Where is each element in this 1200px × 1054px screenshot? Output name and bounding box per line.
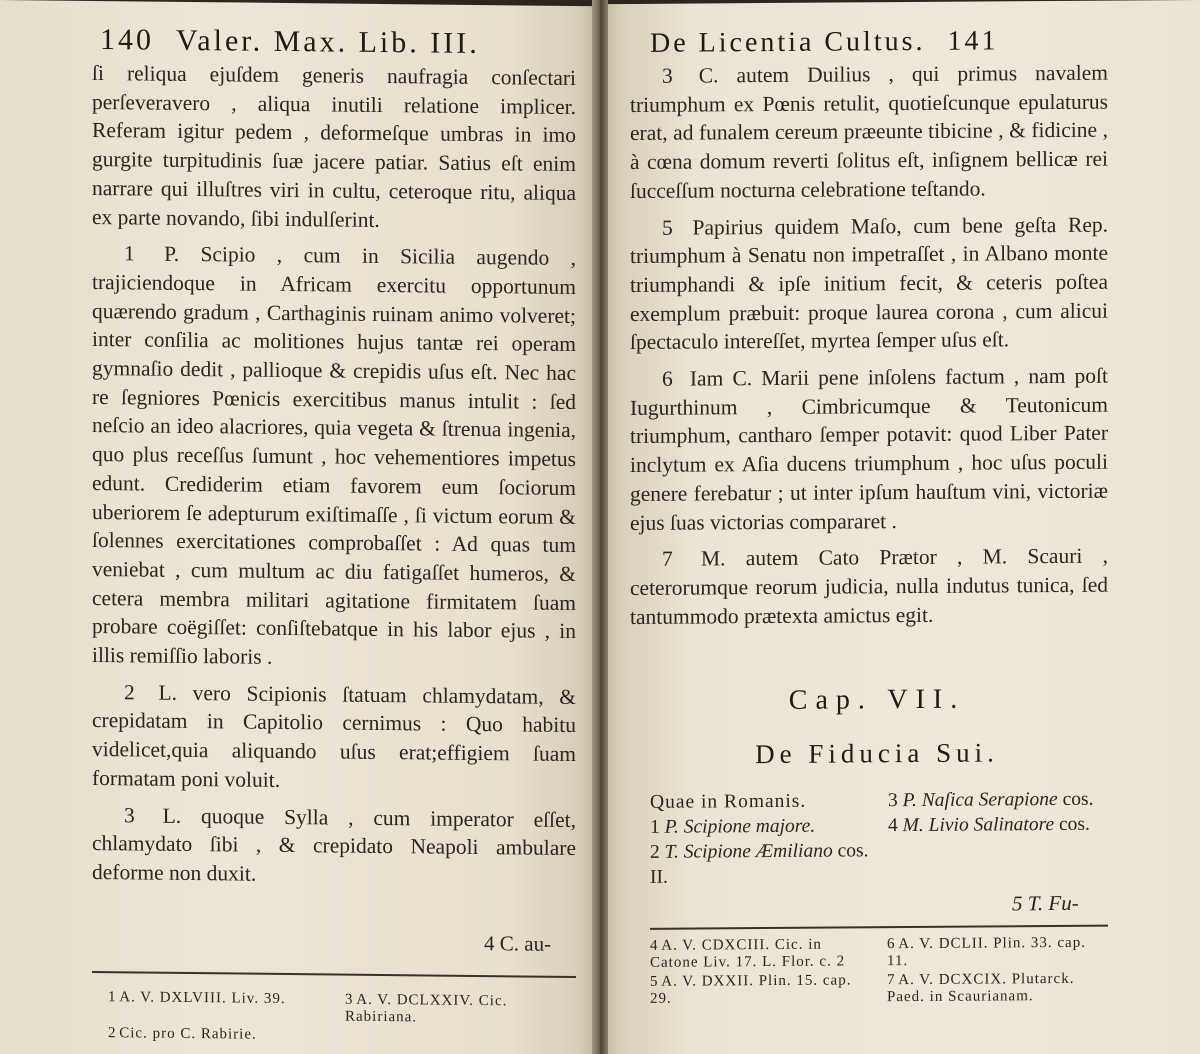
chapter-number: Cap. VII.: [788, 683, 966, 716]
footnote-ref: 2: [108, 1025, 116, 1042]
contents-suffix: cos.: [1058, 813, 1090, 835]
right-page-number: 141: [947, 25, 999, 57]
footnote: [887, 935, 1110, 971]
contents-column-left: [650, 788, 874, 890]
contents-item: [650, 838, 874, 890]
paragraph-text: ſi reliqua ejuſdem generis naufragia conſectari perſeveravero , aliqua inutili relatione implicer. Referam igitur pedem , deformeſque umbras in imo gurgite turpitudinis ſuæ jacere patiar. Satius eſt enim narrare qui illuſtres viri in cultu, ceteroque ritu, aliqua ex parte novando, ſibi indulſerint.: [92, 60, 576, 232]
contents-item: [888, 812, 1112, 839]
contents-text: P. Naſica Serapione: [902, 788, 1058, 812]
footnote: [887, 971, 1110, 1007]
contents-number: 2: [650, 841, 660, 863]
paragraph-number: 1: [124, 241, 135, 266]
right-body-text: [630, 59, 1108, 632]
chapter-contents: [650, 787, 1112, 890]
right-page: [602, 0, 1200, 1054]
paragraph-number: 5: [662, 215, 673, 240]
footnote-text: A. V. DXXII. Plin. 15. cap. 29.: [650, 972, 852, 1007]
right-paragraph-0: [630, 59, 1108, 206]
left-footnote-rule: [92, 971, 576, 978]
contents-text: P. Scipione majore.: [664, 815, 816, 838]
right-footnotes: [650, 935, 1110, 1010]
left-footnotes: [108, 989, 568, 1049]
footnote: [650, 972, 873, 1008]
right-running-title: De Licentia Cultus.: [650, 25, 926, 59]
paragraph-text: P. Scipio , cum in Sicilia augendo , trajiciendoque in Africam exercitu opportunum quærendo gradum , Carthaginis ruinam animo volveret; inter conſilia ac molitiones hujus tantæ rei operam gymnaſio dedit , pallioque & crepidis uſus eſt. Nec hac re ſegniores Pœnicis exercitibus manus intulit : ſed neſcio an ideo alacriores, quia vegeta & ſtrenua ingenia, quo plus receſſus ſumunt , hoc vehementiores impetus edunt. Crediderim etiam favorem eum ſociorum uberiorem ſe adepturum exiſtimaſſe , ſi victum eorum & ſolennes exercitationes comprobaſſet : Ad quas tum veniebat , cum multum ac diu fatigaſſet humeros, & cetera membra militari agitatione firmitatem ſuam probare coëgiſſet: conſiſtebatque in his labor ejus , in illis remiſſio laboris .: [92, 241, 576, 669]
footnote-ref: 5: [650, 973, 658, 990]
left-body-text: [92, 59, 576, 892]
left-paragraph-0: [92, 59, 576, 236]
paragraph-text: Iam C. Marii pene inſolens factum , nam poſt Iugurthinum , Cimbricumque & Teutonicum triumphum, cantharo ſemper potavit: quod Liber Pater inclytum ex Aſia ducens triumphum , hoc uſus poculi genere ferebatur ; ut inter ipſum hauſtum vini, victoriæ ejus ſuas victorias compararet .: [630, 363, 1109, 535]
right-running-head: [650, 25, 999, 59]
paragraph-number: 3: [662, 63, 673, 88]
footnote-text: A. V. DXLVIII. Liv. 39.: [119, 989, 286, 1007]
footnote-text: A. V. CDXCIII. Cic. in Catone Liv. 17. L. Flor. c. 2: [650, 936, 846, 971]
footnote-ref: 4: [650, 937, 658, 954]
footnote-ref: 6: [887, 936, 895, 953]
footnote: [108, 989, 331, 1025]
contents-number: 4: [888, 815, 898, 837]
left-catchword: 4 C. au-: [484, 931, 552, 956]
paragraph-text: C. autem Duilius , qui primus navalem triumphum ex Pœnis retulit, quotieſcunque epulaturus erat, ad funalem cereum præeunte tibicine , & fidicine , à cœna domum reverti ſolitus eſt, inſignem bellicæ rei ſucceſſum nocturna celebratione teſtando.: [630, 60, 1108, 203]
contents-item: [650, 813, 874, 840]
contents-text: T. Scipione Æmiliano: [664, 840, 833, 863]
paragraph-number: 6: [662, 366, 673, 391]
contents-item: [888, 787, 1112, 814]
paragraph-number: 7: [662, 546, 673, 572]
contents-suffix: cos.: [1062, 788, 1094, 810]
footnote-text: A. V. DCLXXIV. Cic. Rabiriana.: [345, 991, 508, 1026]
left-page-number: 140: [100, 23, 154, 57]
right-footnote-rule: [650, 925, 1108, 930]
right-paragraph-1: [630, 210, 1108, 357]
left-paragraph-3: [92, 801, 576, 892]
left-running-title: Valer. Max. Lib. III.: [175, 23, 480, 61]
left-running-head: [100, 23, 480, 61]
right-paragraph-3: [630, 542, 1108, 631]
footnote-ref: 3: [345, 991, 353, 1008]
footnote-ref: 7: [887, 972, 895, 989]
footnote-ref: 1: [108, 989, 116, 1006]
contents-heading: Quae in Romanis.: [650, 790, 807, 813]
contents-column-right: [888, 787, 1112, 889]
left-page: [0, 0, 598, 1054]
book-gutter: [592, 0, 608, 1054]
right-catchword: 5 T. Fu-: [1012, 890, 1079, 916]
contents-number: 3: [888, 790, 898, 812]
footnote-text: Cic. pro C. Rabirie.: [119, 1025, 257, 1043]
contents-text: M. Livio Salinatore: [902, 814, 1055, 837]
chapter-title: De Fiducia Sui.: [755, 737, 999, 770]
footnote-text: A. V. DCLII. Plin. 33. cap. 11.: [887, 934, 1086, 970]
left-paragraph-2: [92, 678, 576, 798]
paragraph-text: M. autem Cato Prætor , M. Scauri , ceterorumque reorum judicia, nulla indutus tunica, ſed tantummodo prætexta amictus egit.: [630, 543, 1108, 629]
paragraph-text: L. quoque Sylla , cum imperator eſſet, chlamydato ſibi , & crepidato Neapoli ambulare deforme non duxit.: [92, 803, 576, 886]
paragraph-text: Papirius quidem Maſo, cum bene geſta Rep. triumphum à Senatu non impetraſſet , in Albano monte triumphandi & ipſe initium fecit, & ceteris poſtea exemplum præbuit: proque laurea corona , cum alicui ſpectaculo intereſſet, myrtea ſemper uſus eſt.: [630, 212, 1108, 355]
footnote: [108, 1025, 331, 1044]
footnote: [345, 992, 568, 1028]
paragraph-number: 2: [124, 680, 135, 705]
left-paragraph-1: [92, 239, 576, 675]
contents-suffix: cos. II.: [650, 840, 869, 888]
contents-number: 1: [650, 816, 660, 838]
paragraph-number: 3: [124, 802, 135, 827]
paragraph-text: L. vero Scipionis ſtatuam chlamydatam, & crepidatam in Capitolio cernimus : Quo habitu videlicet,quia aliquando uſus erat;effigiem ſuam formatam poni voluit.: [92, 680, 577, 792]
footnote-text: A. V. DCXCIX. Plutarck. Paed. in Scaurianam.: [887, 970, 1075, 1006]
footnote: [650, 936, 873, 972]
right-paragraph-2: [630, 362, 1108, 538]
